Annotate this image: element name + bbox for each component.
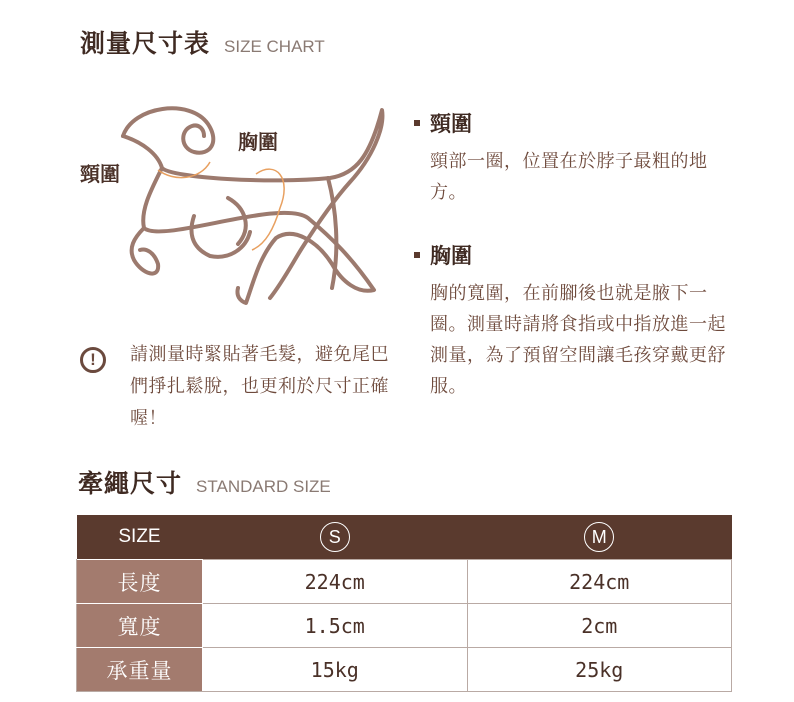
- size-m-cell: 224cm: [467, 560, 732, 604]
- size-s-header: [203, 515, 468, 560]
- page-subtitle: SIZE CHART: [224, 37, 325, 56]
- size-m-cell: 25kg: [467, 648, 732, 692]
- neck-definition: [414, 108, 735, 208]
- table-row: [77, 560, 732, 604]
- size-header: SIZE: [77, 515, 203, 560]
- notice-text: 請測量時緊貼著毛髮，避免尾巴們掙扎鬆脫，也更利於尺寸正確喔！: [130, 344, 389, 429]
- neck-title: 頸圍: [430, 112, 472, 136]
- chest-title: 胸圍: [430, 244, 472, 268]
- neck-description: 頸部一圈，位置在於脖子最粗的地方。: [430, 151, 708, 203]
- neck-label: 頸圍: [80, 162, 120, 186]
- size-m-badge: M: [584, 522, 614, 552]
- measure-notice: [80, 339, 394, 435]
- size-s-cell: 1.5cm: [203, 604, 468, 648]
- size-m-cell: 2cm: [467, 604, 732, 648]
- section-title: 牽繩尺寸: [78, 469, 183, 498]
- standard-size-heading: [78, 464, 331, 500]
- table-row: [77, 604, 732, 648]
- size-m-header: [467, 515, 732, 560]
- bullet-icon: [414, 120, 420, 126]
- size-s-badge: S: [320, 522, 350, 552]
- row-label: 寬度: [77, 604, 203, 648]
- section-subtitle: STANDARD SIZE: [196, 477, 331, 496]
- table-header-row: [77, 515, 732, 560]
- chest-description: 胸的寬圍，在前腳後也就是腋下一圈。測量時請將食指或中指放進一起測量，為了預留空間讓毛孩穿戴更舒服。: [430, 283, 726, 397]
- size-s-cell: 15kg: [203, 648, 468, 692]
- chest-definition: [414, 240, 735, 402]
- size-table: [76, 515, 732, 692]
- row-label: 承重量: [77, 648, 203, 692]
- size-chart-heading: [80, 24, 325, 60]
- bullet-icon: [414, 252, 420, 258]
- row-label: 長度: [77, 560, 203, 604]
- table-row: [77, 648, 732, 692]
- dog-illustration: [70, 98, 400, 314]
- chest-label: 胸圍: [238, 130, 278, 154]
- page-title: 測量尺寸表: [80, 29, 211, 58]
- size-s-cell: 224cm: [203, 560, 468, 604]
- exclamation-icon: !: [80, 347, 106, 373]
